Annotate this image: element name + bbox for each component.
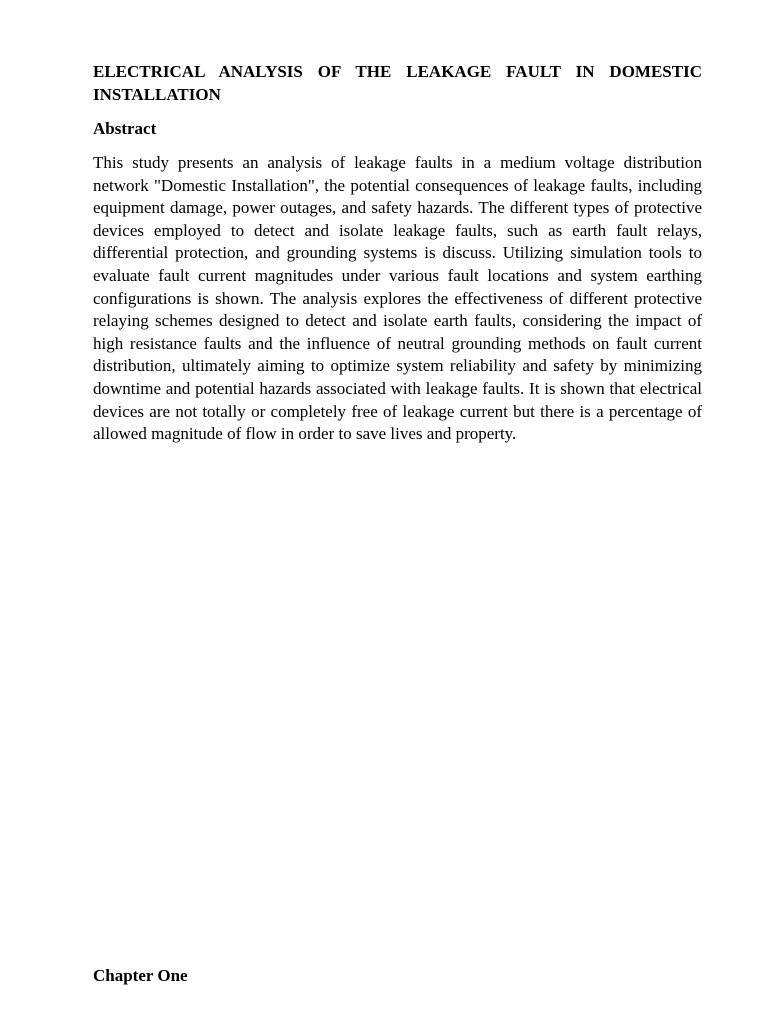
abstract-paragraph: This study presents an analysis of leakage faults in a medium voltage distribution network "Domestic Installation", the potential consequences of leakage faults, including equipment damage, power outages, and safety hazards. The different types of protective devices employed to detect and isolate leakage faults, such as earth fault relays, differential protection, and grounding systems is discuss. Utilizing simulation tools to evaluate fault current magnitudes under various fault locations and system earthing configurations is shown. The analysis explores the effectiveness of different protective relaying schemes designed to detect and isolate earth faults, considering the impact of high resistance faults and the influence of neutral grounding methods on fault current distribution, ultimately aiming to optimize system reliability and safety by minimizing downtime and potential hazards associated with leakage faults. It is shown that electrical devices are not totally or completely free of leakage current but there is a percentage of allowed magnitude of flow in order to save lives and property.	[93, 153, 702, 444]
chapter-heading: Chapter One	[93, 966, 188, 985]
paper-title: ELECTRICAL ANALYSIS OF THE LEAKAGE FAULT IN DOMESTIC INSTALLATION	[93, 62, 702, 104]
abstract-heading: Abstract	[93, 119, 157, 138]
